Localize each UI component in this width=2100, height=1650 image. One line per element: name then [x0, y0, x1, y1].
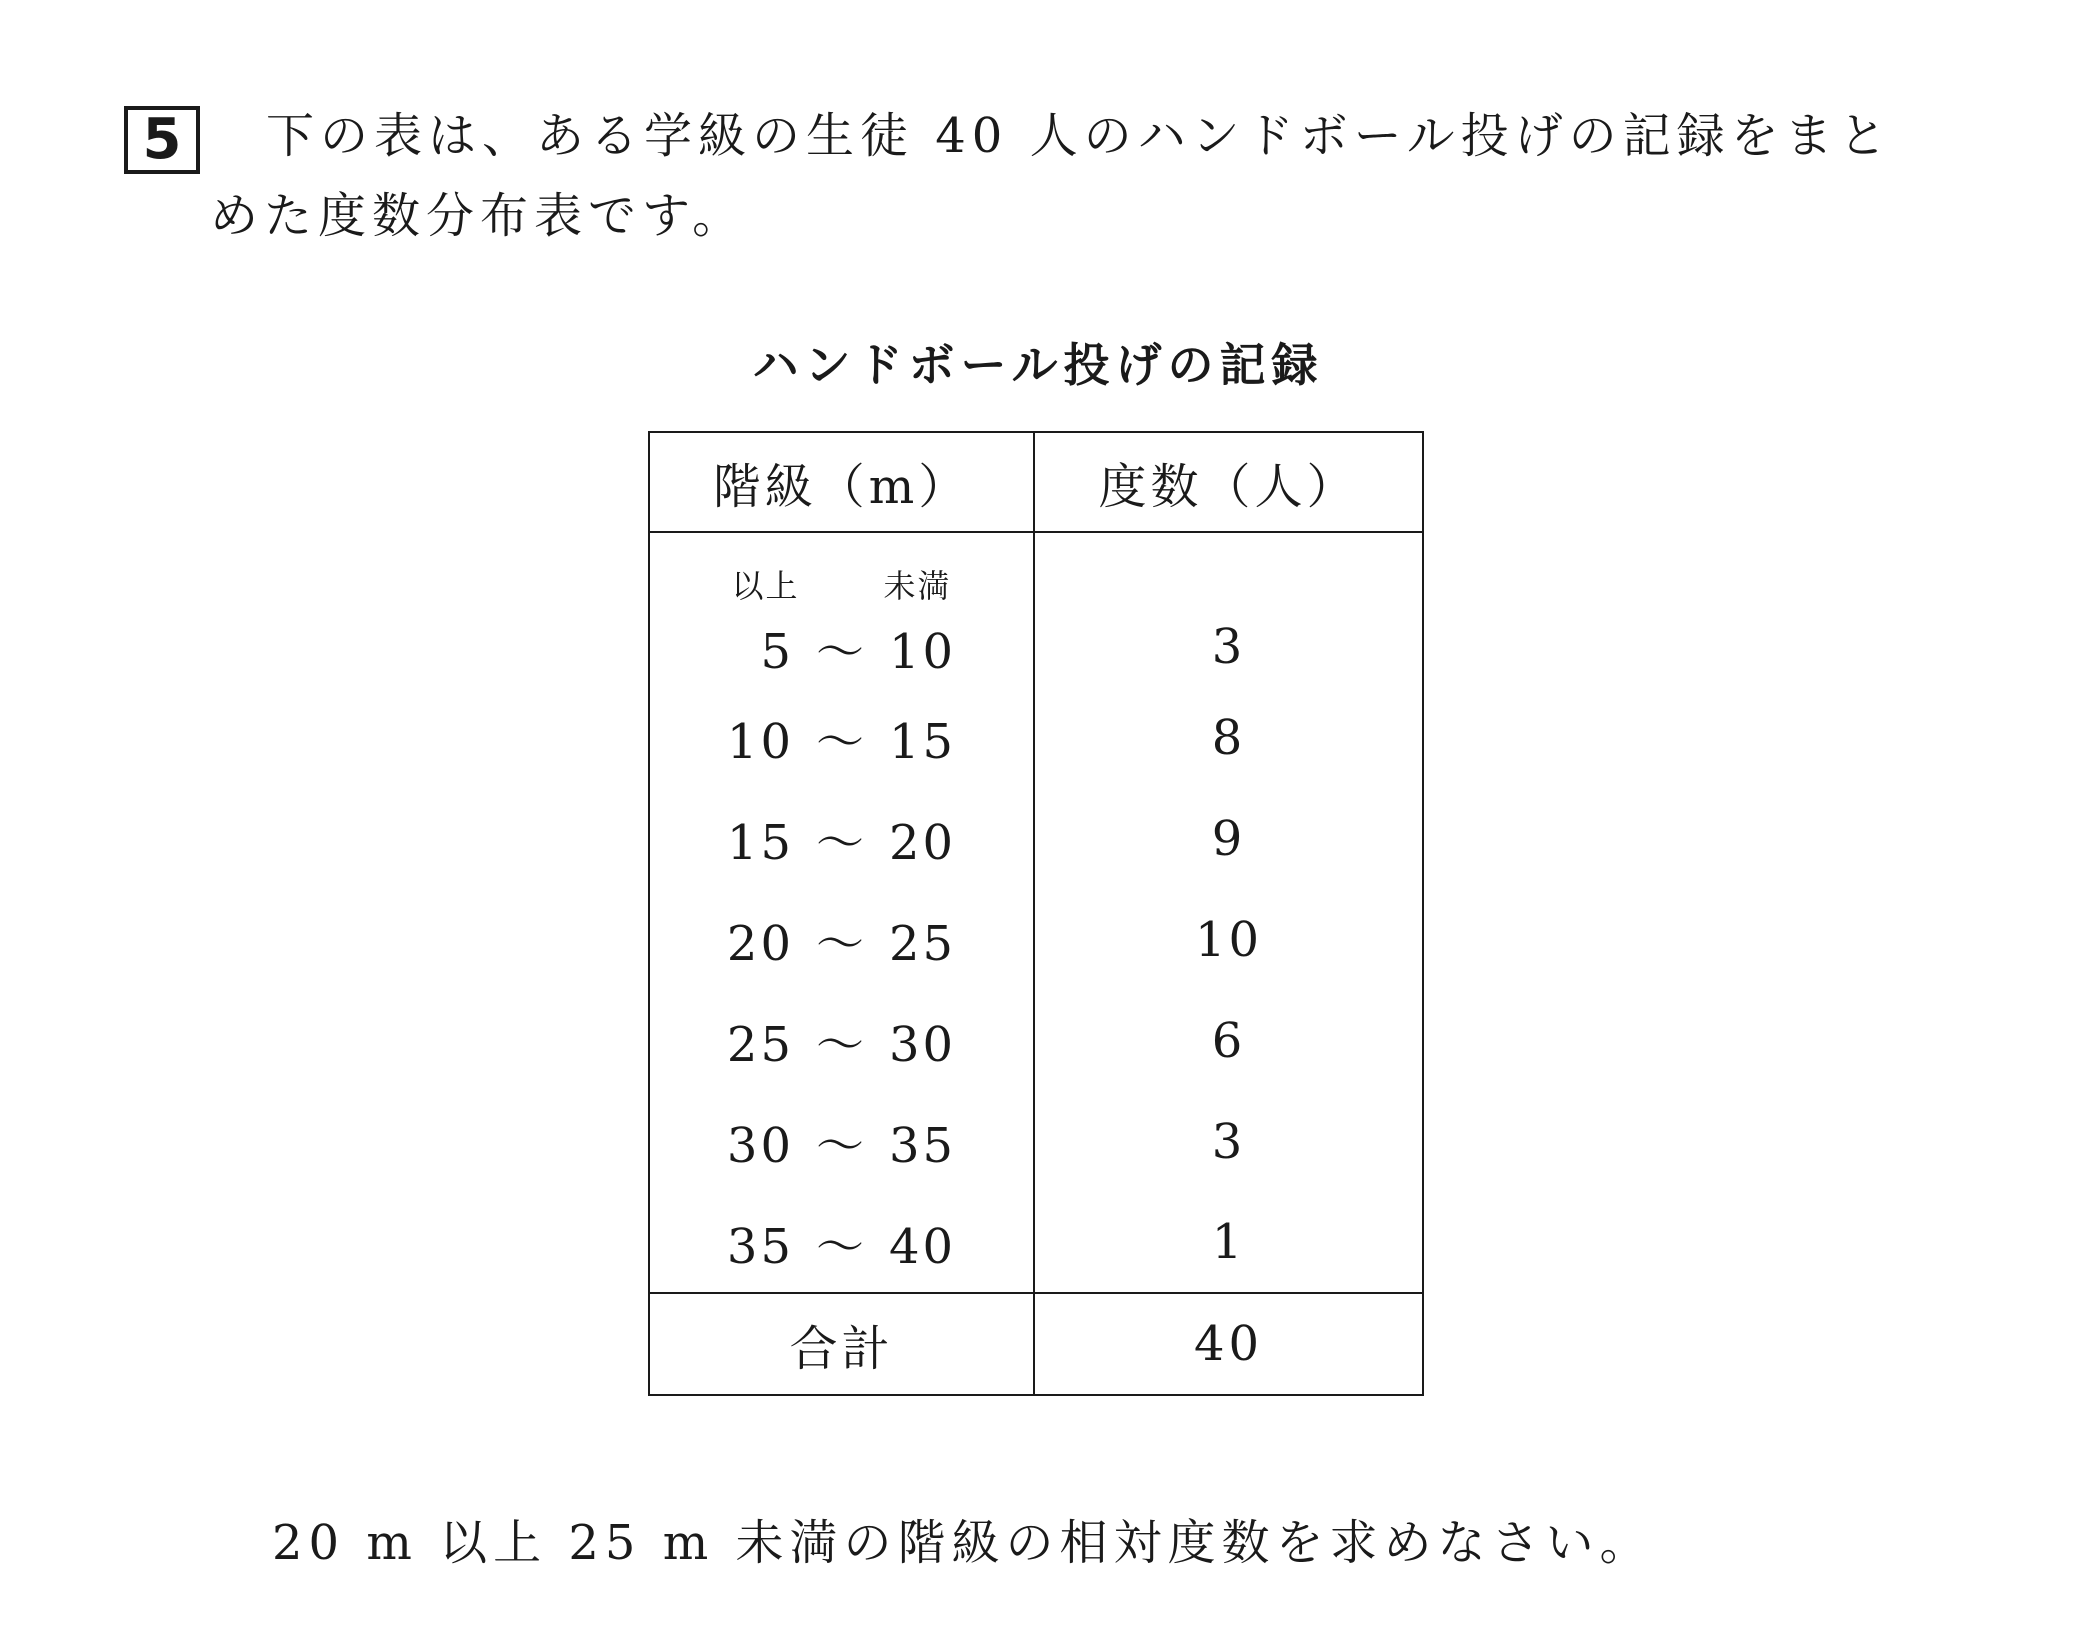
table-title: ハンドボール投げの記録: [752, 338, 1324, 392]
class-cell: [649, 607, 1034, 687]
frequency-cell: 6: [1034, 990, 1423, 1091]
class-upper: 25: [889, 916, 957, 972]
problem-intro: 下の表は、ある学級の生徒 40 人のハンドボール投げの記録をまとめた度数分布表です。: [210, 108, 1893, 244]
class-upper: 40: [889, 1218, 957, 1275]
header-class: 階級（m）: [649, 432, 1034, 532]
table-row: [649, 687, 1423, 788]
range-separator: ～: [815, 714, 867, 770]
unit-label-upper: 未満: [883, 567, 952, 605]
frequency-cell: 3: [1034, 607, 1423, 687]
table-row: [649, 990, 1423, 1091]
range-separator: ～: [815, 623, 867, 680]
class-cell: [649, 1091, 1034, 1192]
total-value: 40: [1034, 1293, 1423, 1395]
class-lower: 15: [726, 815, 794, 871]
class-upper: 35: [889, 1118, 957, 1174]
class-cell: [649, 1192, 1034, 1293]
question-text: 20 m 以上 25 m 未満の階級の相対度数を求めなさい。: [272, 1515, 1654, 1571]
class-upper: 10: [889, 623, 957, 680]
frequency-table: [648, 431, 1424, 1396]
total-label: 合計: [649, 1293, 1034, 1395]
table-row: [649, 889, 1423, 990]
class-upper: 15: [889, 714, 957, 770]
unit-label-empty: [1034, 532, 1423, 607]
unit-label-cell: [649, 532, 1034, 607]
range-separator: ～: [815, 1017, 867, 1073]
table-row: [649, 1091, 1423, 1192]
class-lower: 20: [726, 916, 794, 972]
class-lower: 5: [760, 623, 794, 680]
range-separator: ～: [815, 815, 867, 871]
frequency-cell: 9: [1034, 788, 1423, 889]
class-cell: [649, 990, 1034, 1091]
problem-number: 5: [142, 107, 182, 172]
frequency-cell: 3: [1034, 1091, 1423, 1192]
class-upper: 20: [889, 815, 957, 871]
class-upper: 30: [889, 1017, 957, 1073]
class-lower: 25: [726, 1017, 794, 1073]
table-row: [649, 788, 1423, 889]
total-row: [649, 1293, 1423, 1395]
frequency-cell: 8: [1034, 687, 1423, 788]
class-cell: [649, 889, 1034, 990]
unit-label-lower: 以上: [731, 567, 800, 605]
table-row: [649, 1192, 1423, 1293]
table-row: [649, 607, 1423, 687]
class-cell: [649, 687, 1034, 788]
range-separator: ～: [815, 1218, 867, 1275]
header-frequency: 度数（人）: [1034, 432, 1423, 532]
frequency-cell: 1: [1034, 1192, 1423, 1293]
class-lower: 30: [726, 1118, 794, 1174]
class-lower: 10: [726, 714, 794, 770]
table-header-row: [649, 432, 1423, 532]
range-separator: ～: [815, 916, 867, 972]
class-lower: 35: [726, 1218, 794, 1275]
class-cell: [649, 788, 1034, 889]
frequency-cell: 10: [1034, 889, 1423, 990]
unit-label-row: [649, 532, 1423, 607]
problem-number-box: [124, 106, 200, 174]
range-separator: ～: [815, 1118, 867, 1174]
